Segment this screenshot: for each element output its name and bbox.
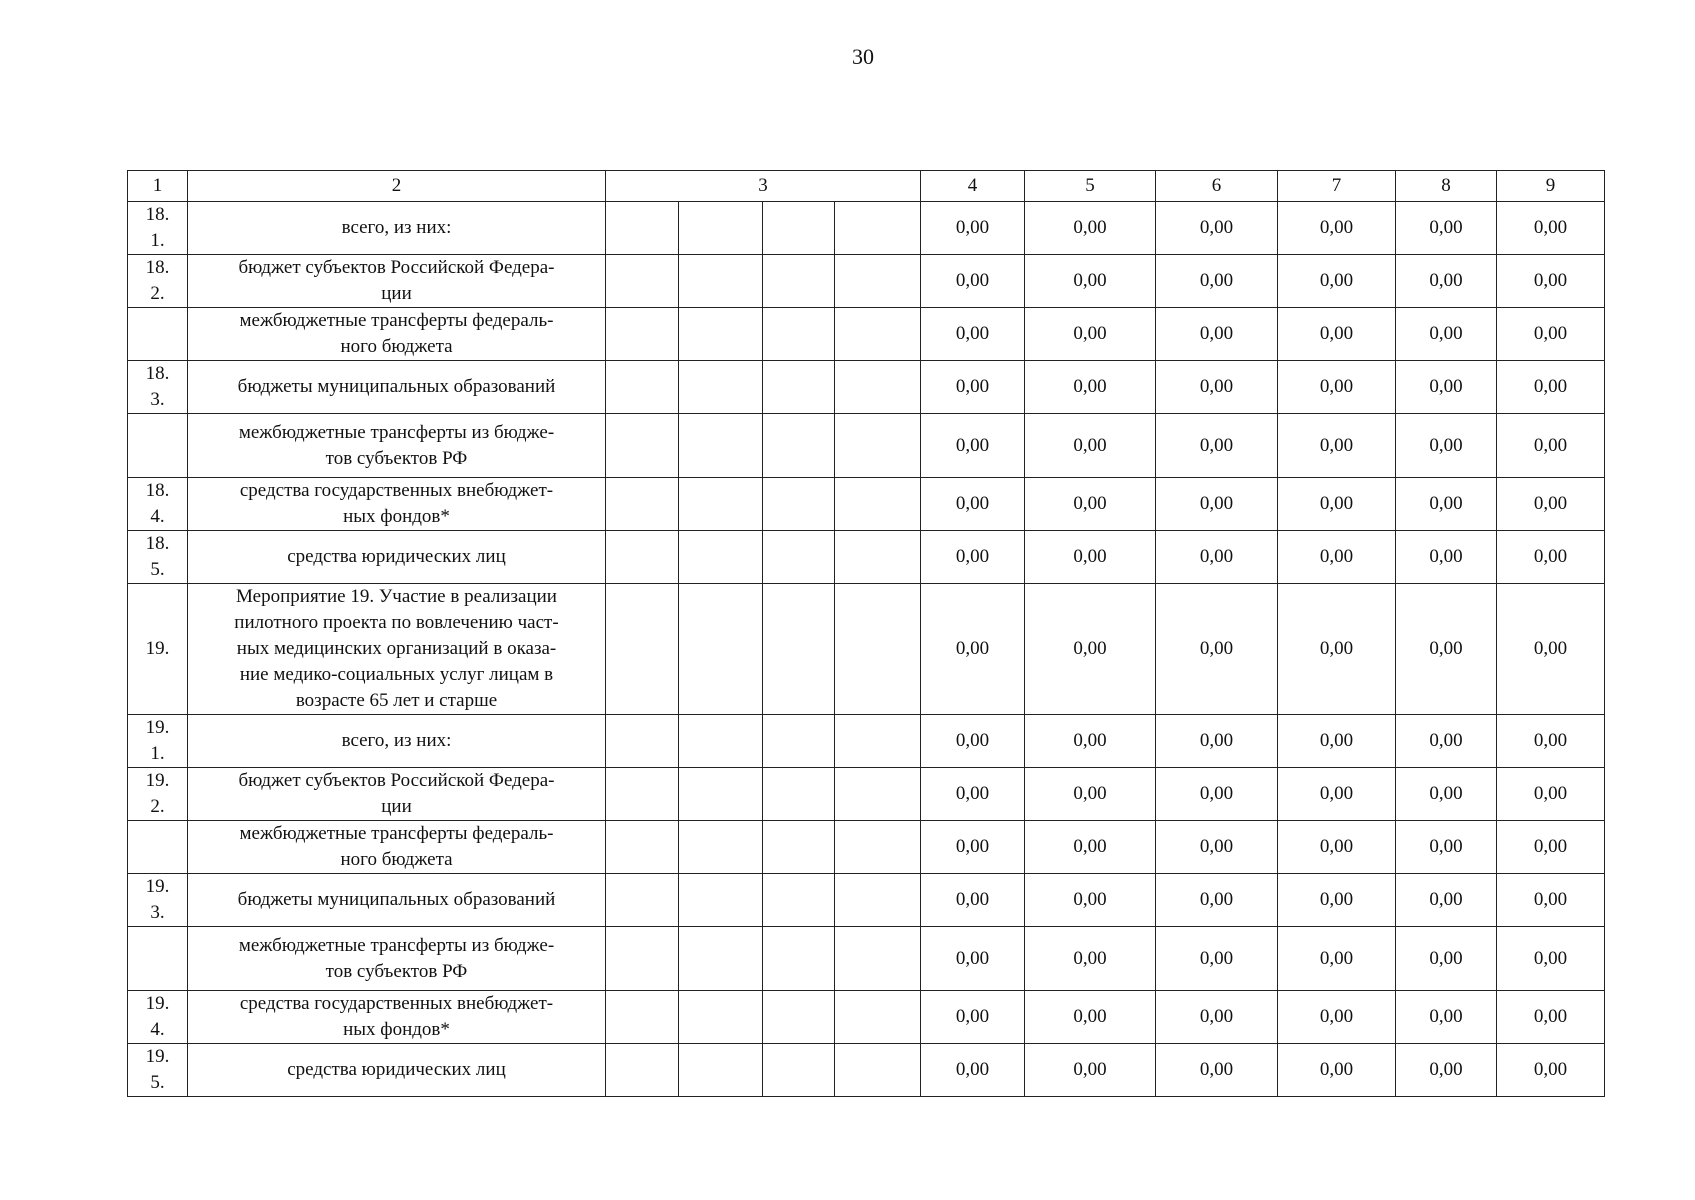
- column-3-subcell: [835, 361, 921, 414]
- value-cell: 0,00: [1278, 255, 1396, 308]
- value-cell: 0,00: [1396, 255, 1497, 308]
- column-3-subcell: [835, 308, 921, 361]
- value-cell: 0,00: [1396, 202, 1497, 255]
- description-cell: средства государственных внебюджет- ных фондов*: [188, 478, 606, 531]
- header-cell: 2: [188, 171, 606, 202]
- value-cell: 0,00: [1025, 584, 1156, 715]
- header-cell: 1: [128, 171, 188, 202]
- description-cell: межбюджетные трансферты федераль- ного бюджета: [188, 308, 606, 361]
- column-3-subcell: [606, 478, 679, 531]
- table-row: [128, 821, 1605, 874]
- row-number-cell: [128, 414, 188, 478]
- row-number-cell: 18. 1.: [128, 202, 188, 255]
- value-cell: 0,00: [1156, 478, 1278, 531]
- value-cell: 0,00: [1156, 531, 1278, 584]
- value-cell: 0,00: [1025, 874, 1156, 927]
- column-3-subcell: [763, 361, 835, 414]
- description-cell: межбюджетные трансферты федераль- ного бюджета: [188, 821, 606, 874]
- row-number-cell: 18. 3.: [128, 361, 188, 414]
- value-cell: 0,00: [1025, 531, 1156, 584]
- column-3-subcell: [835, 821, 921, 874]
- column-3-subcell: [679, 991, 763, 1044]
- value-cell: 0,00: [921, 361, 1025, 414]
- row-number-cell: 18. 5.: [128, 531, 188, 584]
- column-3-subcell: [835, 584, 921, 715]
- value-cell: 0,00: [1396, 361, 1497, 414]
- column-3-subcell: [763, 1044, 835, 1097]
- column-3-subcell: [763, 531, 835, 584]
- header-cell: 7: [1278, 171, 1396, 202]
- value-cell: 0,00: [1278, 584, 1396, 715]
- column-3-subcell: [763, 715, 835, 768]
- value-cell: 0,00: [1396, 308, 1497, 361]
- description-cell: средства юридических лиц: [188, 531, 606, 584]
- value-cell: 0,00: [1278, 478, 1396, 531]
- value-cell: 0,00: [1497, 991, 1605, 1044]
- value-cell: 0,00: [1156, 584, 1278, 715]
- value-cell: 0,00: [1278, 1044, 1396, 1097]
- value-cell: 0,00: [1497, 927, 1605, 991]
- column-3-subcell: [835, 414, 921, 478]
- description-cell: всего, из них:: [188, 715, 606, 768]
- value-cell: 0,00: [1396, 1044, 1497, 1097]
- column-3-subcell: [835, 991, 921, 1044]
- value-cell: 0,00: [921, 768, 1025, 821]
- column-3-subcell: [679, 414, 763, 478]
- value-cell: 0,00: [1156, 1044, 1278, 1097]
- column-3-subcell: [763, 768, 835, 821]
- header-cell: 5: [1025, 171, 1156, 202]
- value-cell: 0,00: [1025, 202, 1156, 255]
- description-cell: бюджет субъектов Российской Федера- ции: [188, 768, 606, 821]
- column-3-subcell: [679, 255, 763, 308]
- value-cell: 0,00: [1396, 414, 1497, 478]
- column-3-subcell: [763, 414, 835, 478]
- column-3-subcell: [679, 531, 763, 584]
- value-cell: 0,00: [1497, 202, 1605, 255]
- column-3-subcell: [763, 991, 835, 1044]
- row-number-cell: [128, 927, 188, 991]
- value-cell: 0,00: [1025, 821, 1156, 874]
- value-cell: 0,00: [1025, 478, 1156, 531]
- value-cell: 0,00: [921, 821, 1025, 874]
- value-cell: 0,00: [1497, 874, 1605, 927]
- value-cell: 0,00: [1278, 991, 1396, 1044]
- value-cell: 0,00: [1278, 874, 1396, 927]
- column-3-subcell: [679, 308, 763, 361]
- row-number-cell: 19. 5.: [128, 1044, 188, 1097]
- table-row: [128, 874, 1605, 927]
- column-3-subcell: [763, 478, 835, 531]
- column-3-subcell: [606, 991, 679, 1044]
- column-3-subcell: [835, 715, 921, 768]
- header-cell: 4: [921, 171, 1025, 202]
- header-cell: 8: [1396, 171, 1497, 202]
- description-cell: средства юридических лиц: [188, 1044, 606, 1097]
- column-3-subcell: [679, 361, 763, 414]
- value-cell: 0,00: [921, 255, 1025, 308]
- column-3-subcell: [606, 715, 679, 768]
- value-cell: 0,00: [1278, 361, 1396, 414]
- column-3-subcell: [679, 927, 763, 991]
- value-cell: 0,00: [1278, 202, 1396, 255]
- value-cell: 0,00: [921, 308, 1025, 361]
- column-3-subcell: [835, 478, 921, 531]
- value-cell: 0,00: [921, 874, 1025, 927]
- value-cell: 0,00: [1156, 361, 1278, 414]
- value-cell: 0,00: [1278, 927, 1396, 991]
- header-cell: 6: [1156, 171, 1278, 202]
- budget-table: [127, 170, 1605, 1097]
- value-cell: 0,00: [1278, 531, 1396, 584]
- description-cell: межбюджетные трансферты из бюдже- тов субъектов РФ: [188, 414, 606, 478]
- row-number-cell: 19. 4.: [128, 991, 188, 1044]
- value-cell: 0,00: [1025, 715, 1156, 768]
- header-cell: 3: [606, 171, 921, 202]
- value-cell: 0,00: [1156, 255, 1278, 308]
- column-3-subcell: [606, 927, 679, 991]
- value-cell: 0,00: [1396, 991, 1497, 1044]
- table-row: [128, 927, 1605, 991]
- value-cell: 0,00: [1156, 991, 1278, 1044]
- column-3-subcell: [763, 202, 835, 255]
- value-cell: 0,00: [1025, 991, 1156, 1044]
- table-row: [128, 202, 1605, 255]
- value-cell: 0,00: [1278, 715, 1396, 768]
- row-number-cell: 19.: [128, 584, 188, 715]
- value-cell: 0,00: [921, 991, 1025, 1044]
- description-cell: всего, из них:: [188, 202, 606, 255]
- value-cell: 0,00: [1278, 768, 1396, 821]
- column-3-subcell: [606, 255, 679, 308]
- description-cell: бюджет субъектов Российской Федера- ции: [188, 255, 606, 308]
- column-3-subcell: [763, 255, 835, 308]
- value-cell: 0,00: [921, 584, 1025, 715]
- page-number: 30: [852, 44, 874, 69]
- column-3-subcell: [835, 531, 921, 584]
- column-3-subcell: [763, 308, 835, 361]
- value-cell: 0,00: [1396, 715, 1497, 768]
- value-cell: 0,00: [1278, 414, 1396, 478]
- value-cell: 0,00: [1497, 821, 1605, 874]
- column-3-subcell: [763, 821, 835, 874]
- column-3-subcell: [835, 927, 921, 991]
- value-cell: 0,00: [1025, 361, 1156, 414]
- column-3-subcell: [679, 715, 763, 768]
- column-3-subcell: [679, 478, 763, 531]
- row-number-cell: 18. 4.: [128, 478, 188, 531]
- value-cell: 0,00: [1156, 308, 1278, 361]
- column-3-subcell: [835, 874, 921, 927]
- column-3-subcell: [763, 584, 835, 715]
- table-row: [128, 255, 1605, 308]
- column-3-subcell: [835, 1044, 921, 1097]
- column-3-subcell: [835, 255, 921, 308]
- value-cell: 0,00: [1396, 768, 1497, 821]
- value-cell: 0,00: [921, 715, 1025, 768]
- value-cell: 0,00: [1497, 255, 1605, 308]
- value-cell: 0,00: [1156, 768, 1278, 821]
- value-cell: 0,00: [921, 531, 1025, 584]
- value-cell: 0,00: [921, 1044, 1025, 1097]
- value-cell: 0,00: [1497, 308, 1605, 361]
- value-cell: 0,00: [1497, 361, 1605, 414]
- column-3-subcell: [606, 531, 679, 584]
- column-3-subcell: [835, 768, 921, 821]
- value-cell: 0,00: [1025, 414, 1156, 478]
- value-cell: 0,00: [921, 478, 1025, 531]
- row-number-cell: [128, 821, 188, 874]
- column-3-subcell: [679, 821, 763, 874]
- value-cell: 0,00: [1025, 768, 1156, 821]
- value-cell: 0,00: [1025, 1044, 1156, 1097]
- column-3-subcell: [606, 202, 679, 255]
- table-row: [128, 991, 1605, 1044]
- column-3-subcell: [763, 927, 835, 991]
- value-cell: 0,00: [1497, 768, 1605, 821]
- column-3-subcell: [606, 308, 679, 361]
- table-row: [128, 584, 1605, 715]
- header-cell: 9: [1497, 171, 1605, 202]
- value-cell: 0,00: [1156, 874, 1278, 927]
- value-cell: 0,00: [1025, 308, 1156, 361]
- value-cell: 0,00: [1396, 927, 1497, 991]
- description-cell: межбюджетные трансферты из бюдже- тов субъектов РФ: [188, 927, 606, 991]
- table-row: [128, 361, 1605, 414]
- value-cell: 0,00: [1497, 584, 1605, 715]
- column-3-subcell: [679, 584, 763, 715]
- value-cell: 0,00: [1497, 478, 1605, 531]
- value-cell: 0,00: [1497, 414, 1605, 478]
- value-cell: 0,00: [1497, 531, 1605, 584]
- column-3-subcell: [606, 874, 679, 927]
- description-cell: бюджеты муниципальных образований: [188, 874, 606, 927]
- table-row: [128, 308, 1605, 361]
- column-3-subcell: [679, 202, 763, 255]
- row-number-cell: [128, 308, 188, 361]
- column-3-subcell: [763, 874, 835, 927]
- value-cell: 0,00: [1497, 1044, 1605, 1097]
- row-number-cell: 19. 3.: [128, 874, 188, 927]
- description-cell: средства государственных внебюджет- ных фондов*: [188, 991, 606, 1044]
- header-row: [128, 171, 1605, 202]
- value-cell: 0,00: [1396, 874, 1497, 927]
- row-number-cell: 19. 1.: [128, 715, 188, 768]
- column-3-subcell: [835, 202, 921, 255]
- value-cell: 0,00: [1396, 478, 1497, 531]
- value-cell: 0,00: [1025, 927, 1156, 991]
- value-cell: 0,00: [921, 414, 1025, 478]
- column-3-subcell: [606, 414, 679, 478]
- value-cell: 0,00: [1396, 531, 1497, 584]
- table-row: [128, 414, 1605, 478]
- column-3-subcell: [679, 874, 763, 927]
- table-row: [128, 1044, 1605, 1097]
- value-cell: 0,00: [1156, 202, 1278, 255]
- value-cell: 0,00: [1156, 414, 1278, 478]
- description-cell: бюджеты муниципальных образований: [188, 361, 606, 414]
- value-cell: 0,00: [1278, 308, 1396, 361]
- row-number-cell: 19. 2.: [128, 768, 188, 821]
- table-row: [128, 531, 1605, 584]
- column-3-subcell: [606, 768, 679, 821]
- table-row: [128, 715, 1605, 768]
- value-cell: 0,00: [1396, 821, 1497, 874]
- row-number-cell: 18. 2.: [128, 255, 188, 308]
- value-cell: 0,00: [921, 927, 1025, 991]
- column-3-subcell: [606, 361, 679, 414]
- value-cell: 0,00: [1156, 821, 1278, 874]
- description-cell: Мероприятие 19. Участие в реализации пилотного проекта по вовлечению част- ных медицинских организаций в оказа- ние медико-социальных услуг лицам в возрасте 65 лет и старше: [188, 584, 606, 715]
- column-3-subcell: [606, 584, 679, 715]
- value-cell: 0,00: [921, 202, 1025, 255]
- value-cell: 0,00: [1156, 927, 1278, 991]
- value-cell: 0,00: [1156, 715, 1278, 768]
- value-cell: 0,00: [1278, 821, 1396, 874]
- value-cell: 0,00: [1497, 715, 1605, 768]
- column-3-subcell: [606, 1044, 679, 1097]
- column-3-subcell: [679, 1044, 763, 1097]
- table-row: [128, 768, 1605, 821]
- column-3-subcell: [606, 821, 679, 874]
- table-body: [128, 171, 1605, 1097]
- column-3-subcell: [679, 768, 763, 821]
- value-cell: 0,00: [1025, 255, 1156, 308]
- value-cell: 0,00: [1396, 584, 1497, 715]
- table-row: [128, 478, 1605, 531]
